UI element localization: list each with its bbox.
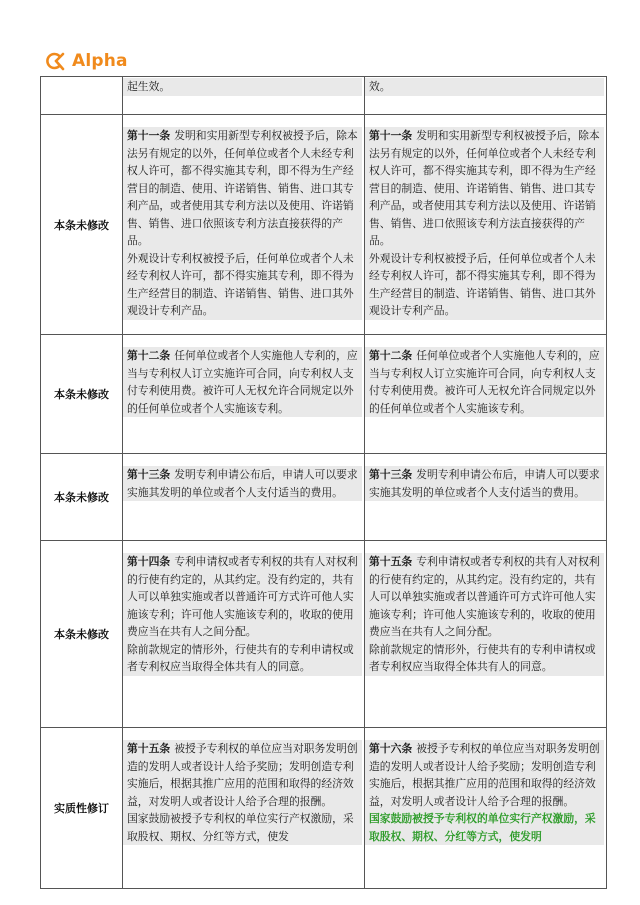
paragraph: [127, 810, 360, 845]
new-text-cell: [365, 335, 607, 454]
paragraph: [127, 78, 360, 96]
article-text: [123, 740, 362, 845]
article-body: 外观设计专利权被授予后，任何单位或者个人未经专利权人许可，都不得实施其专利，即不得为生产经营目的制造、许诺销售、销售、进口其外观设计专利产品。: [127, 251, 354, 317]
article-body: 效。: [369, 80, 391, 93]
paragraph: [369, 810, 602, 845]
table-row: [41, 728, 607, 889]
article-body: 发明和实用新型专利权被授予后，除本法另有规定的以外，任何单位或者个人未经专利权人许可，都不得实施其专利，即不得为生产经营目的制造、使用、许诺销售、销售、进口其专利产品，或者使用其专利方法以及使用、许诺销售、销售、进口依照该专利方法直接获得的产品。: [369, 129, 600, 247]
article-body: 发明专利申请公布后，申请人可以要求实施其发明的单位或者个人支付适当的费用。: [127, 468, 358, 499]
table-row: [41, 541, 607, 728]
paragraph: [369, 740, 602, 810]
paragraph: [369, 127, 602, 250]
article-body: 外观设计专利权被授予后，任何单位或者个人未经专利权人许可，都不得实施其专利，即不得为生产经营目的制造、许诺销售、销售、进口其外观设计专利产品。: [369, 251, 596, 317]
article-body: 发明专利申请公布后，申请人可以要求实施其发明的单位或者个人支付适当的费用。: [369, 468, 600, 499]
article-number: 第十三条: [127, 468, 171, 481]
new-text-cell: [365, 77, 607, 115]
paragraph: [127, 740, 360, 810]
paragraph: [127, 641, 360, 676]
paragraph: [369, 466, 602, 501]
article-text: [365, 127, 604, 320]
status-cell: [41, 77, 123, 115]
status-cell: 本条未修改: [41, 454, 123, 541]
paragraph: [127, 127, 360, 250]
old-text-cell: [123, 728, 365, 889]
comparison-table: [40, 76, 607, 889]
article-body: 发明和实用新型专利权被授予后，除本法另有规定的以外，任何单位或者个人未经专利权人许可，都不得实施其专利，即不得为生产经营目的制造、使用、许诺销售、销售、进口其专利产品，或者使用其专利方法以及使用、许诺销售、销售、进口依照该专利方法直接获得的产品。: [127, 129, 358, 247]
status-cell: 实质性修订: [41, 728, 123, 889]
article-body: 除前款规定的情形外，行使共有的专利申请权或者专利权应当取得全体共有人的同意。: [127, 642, 354, 673]
brand-logo: [44, 50, 128, 72]
paragraph: [369, 347, 602, 417]
new-text-cell: [365, 728, 607, 889]
article-text: [365, 78, 604, 96]
paragraph: [127, 347, 360, 417]
table-row: [41, 335, 607, 454]
article-text: [365, 553, 604, 676]
paragraph: [369, 553, 602, 641]
article-number: 第十五条: [369, 555, 413, 568]
paragraph: [127, 466, 360, 501]
old-text-cell: [123, 454, 365, 541]
article-text: [123, 553, 362, 676]
article-number: 第十二条: [369, 349, 413, 362]
article-body: 专利申请权或者专利权的共有人对权利的行使有约定的，从其约定。没有约定的，共有人可以单独实施或者以普通许可方式许可他人实施该专利；许可他人实施该专利的，收取的使用费应当在共有人之间分配。: [127, 555, 358, 638]
old-text-cell: [123, 77, 365, 115]
article-text: [123, 466, 362, 501]
paragraph: [369, 78, 602, 96]
old-text-cell: [123, 335, 365, 454]
article-text: [365, 347, 604, 417]
article-body: 起生效。: [127, 80, 171, 93]
paragraph: [369, 641, 602, 676]
alpha-logo-icon: [44, 50, 66, 72]
status-cell: 本条未修改: [41, 115, 123, 335]
article-body: 任何单位或者个人实施他人专利的，应当与专利权人订立实施许可合同，向专利权人支付专利使用费。被许可人无权允许合同规定以外的任何单位或者个人实施该专利。: [127, 349, 358, 415]
article-number: 第十一条: [127, 129, 171, 142]
revised-text-highlight: 国家鼓励被授予专利权的单位实行产权激励，采取股权、期权、分红等方式，使发明: [369, 812, 596, 843]
article-number: 第十四条: [127, 555, 171, 568]
new-text-cell: [365, 541, 607, 728]
paragraph: [127, 250, 360, 320]
table-row: [41, 115, 607, 335]
article-body: 任何单位或者个人实施他人专利的，应当与专利权人订立实施许可合同，向专利权人支付专利使用费。被许可人无权允许合同规定以外的任何单位或者个人实施该专利。: [369, 349, 600, 415]
paragraph: [369, 250, 602, 320]
article-number: 第十五条: [127, 742, 171, 755]
article-body: 被授予专利权的单位应当对职务发明创造的发明人或者设计人给予奖励；发明创造专利实施后，根据其推广应用的范围和取得的经济效益，对发明人或者设计人给予合理的报酬。: [369, 742, 600, 808]
new-text-cell: [365, 454, 607, 541]
status-cell: 本条未修改: [41, 541, 123, 728]
article-number: 第十六条: [369, 742, 413, 755]
article-text: [123, 78, 362, 96]
old-text-cell: [123, 541, 365, 728]
table-row: [41, 77, 607, 115]
article-body: 国家鼓励被授予专利权的单位实行产权激励，采取股权、期权、分红等方式，使发: [127, 812, 354, 843]
article-number: 第十二条: [127, 349, 171, 362]
old-text-cell: [123, 115, 365, 335]
brand-name: Alpha: [72, 51, 128, 71]
new-text-cell: [365, 115, 607, 335]
table-row: [41, 454, 607, 541]
article-body: 被授予专利权的单位应当对职务发明创造的发明人或者设计人给予奖励；发明创造专利实施后，根据其推广应用的范围和取得的经济效益，对发明人或者设计人给予合理的报酬。: [127, 742, 358, 808]
article-text: [123, 347, 362, 417]
paragraph: [127, 553, 360, 641]
article-number: 第十一条: [369, 129, 413, 142]
article-text: [365, 466, 604, 501]
article-body: 除前款规定的情形外，行使共有的专利申请权或者专利权应当取得全体共有人的同意。: [369, 642, 596, 673]
article-text: [365, 740, 604, 845]
article-body: 专利申请权或者专利权的共有人对权利的行使有约定的，从其约定。没有约定的，共有人可以单独实施或者以普通许可方式许可他人实施该专利；许可他人实施该专利的，收取的使用费应当在共有人之间分配。: [369, 555, 600, 638]
article-number: 第十三条: [369, 468, 413, 481]
status-cell: 本条未修改: [41, 335, 123, 454]
article-text: [123, 127, 362, 320]
